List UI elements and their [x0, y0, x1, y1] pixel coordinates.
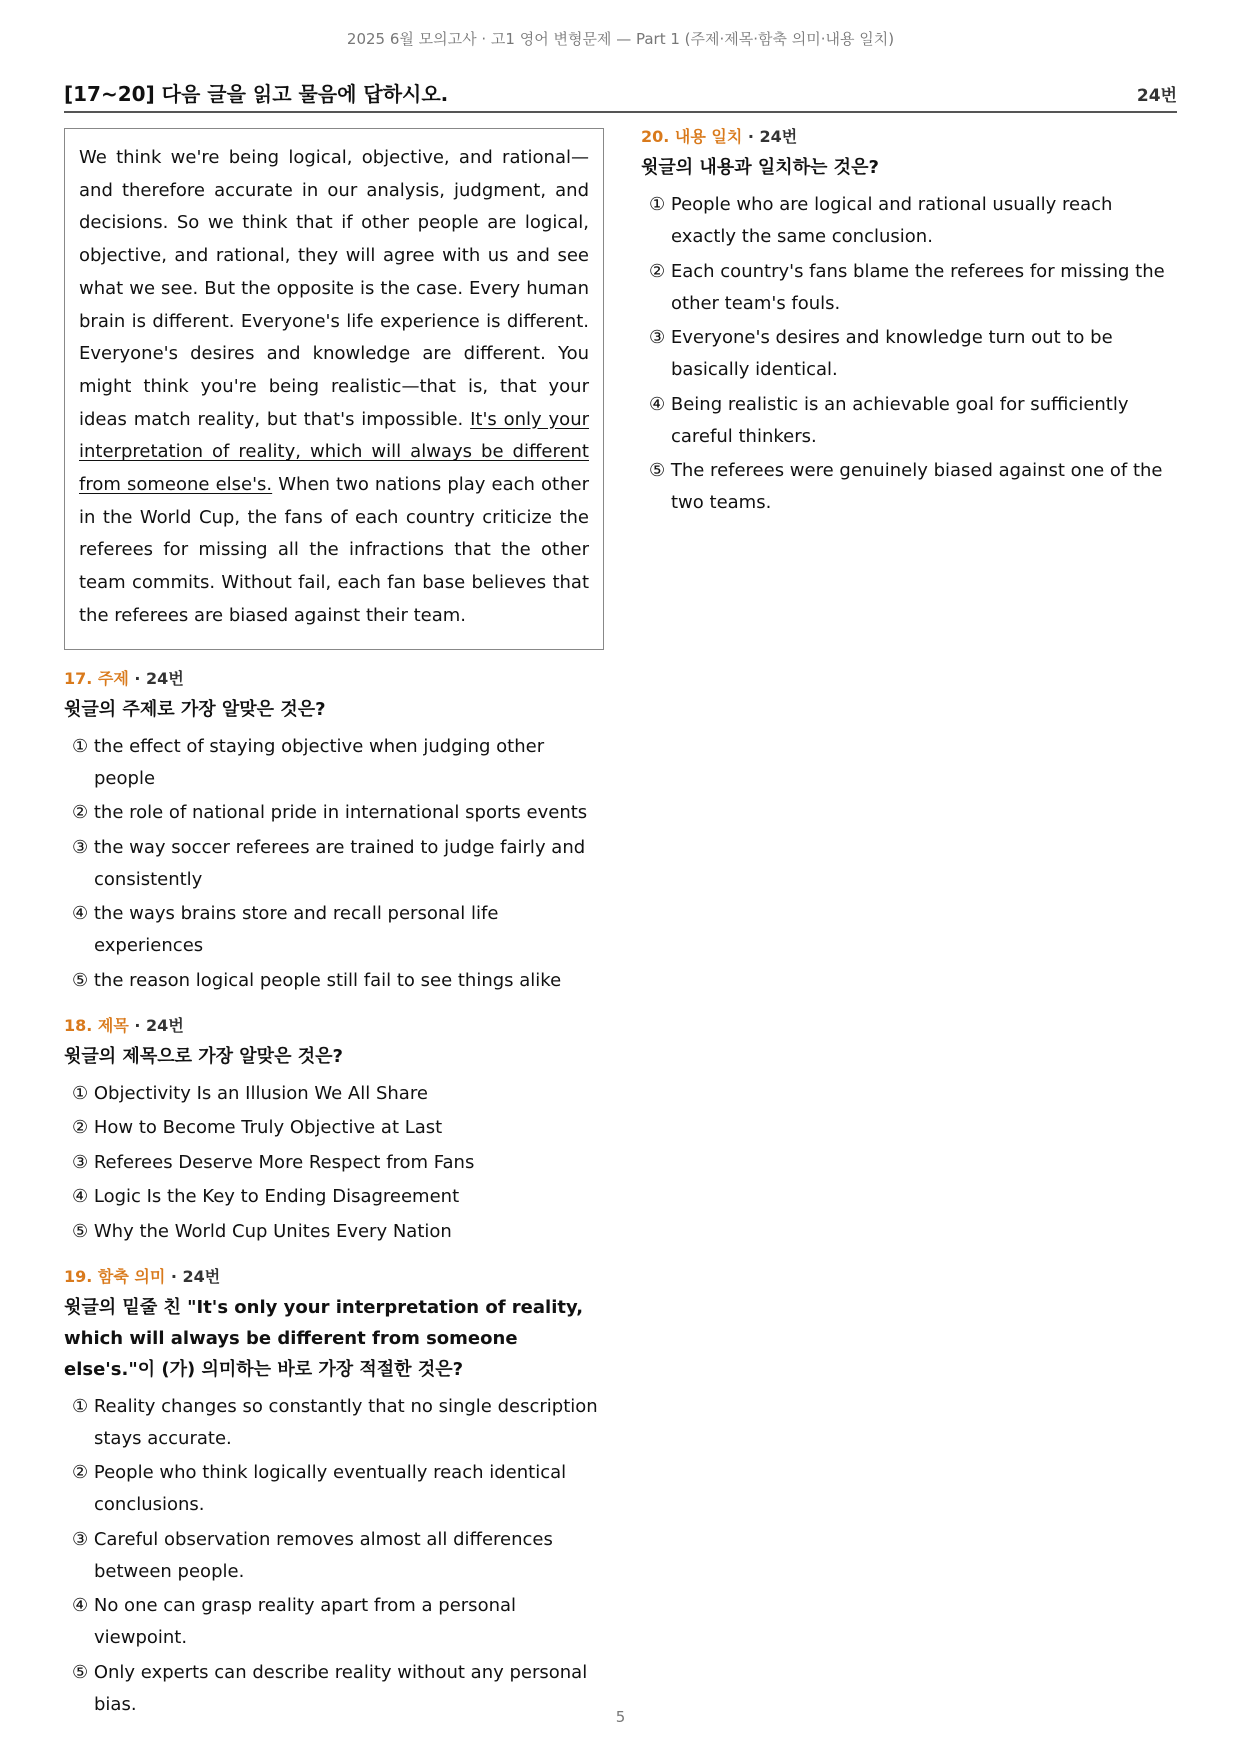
question-ref: 24번 [146, 1015, 184, 1035]
question-19 [64, 1266, 604, 1721]
reading-passage [64, 128, 604, 650]
question-18 [64, 1015, 604, 1248]
answer-option[interactable]: ④ Being realistic is an achievable goal for sufficiently careful thinkers. [649, 393, 1129, 447]
question-tag [64, 1015, 604, 1037]
question-tag [641, 126, 1181, 148]
question-ref: 24번 [182, 1266, 221, 1286]
answer-option[interactable]: ① the effect of staying objective when judging other people [72, 735, 545, 789]
tag-separator: · [128, 1015, 147, 1035]
underlined-sentence: It's only your interpretation of reality, which will always be different from someone else's. [79, 408, 589, 496]
question-stem: 윗글의 내용과 일치하는 것은? [641, 157, 879, 178]
tag-separator: · [128, 668, 147, 688]
question-type: 19. 함축 의미 [64, 1266, 166, 1286]
question-type: 20. 내용 일치 [641, 127, 743, 146]
section-header [64, 76, 1177, 113]
option-list [64, 1391, 604, 1721]
question-tag [64, 1266, 604, 1288]
answer-option[interactable]: ① Objectivity Is an Illusion We All Share [72, 1082, 428, 1104]
answer-option[interactable]: ③ Referees Deserve More Respect from Fans [72, 1151, 475, 1173]
right-column [641, 126, 1181, 519]
section-title: [17~20] 다음 글을 읽고 물음에 답하시오. [64, 82, 449, 106]
page-number: 5 [615, 1708, 626, 1726]
answer-option[interactable]: ⑤ Only experts can describe reality without any personal bias. [72, 1661, 588, 1715]
question-ref: 24번 [146, 668, 184, 688]
answer-option[interactable]: ③ Careful observation removes almost all differences between people. [72, 1528, 553, 1582]
question-type: 17. 주제 [64, 668, 129, 688]
tag-separator: · [165, 1266, 183, 1286]
answer-option[interactable]: ② How to Become Truly Objective at Last [72, 1117, 443, 1139]
question-ref: 24번 [759, 127, 798, 146]
passage-text-after: When two nations play each other in the World Cup, the fans of each country criticize the referees for missing all the infractions that the other team commits. Without fail, each fan base believes that the referees are biased against their team. [79, 474, 589, 626]
answer-option[interactable]: ④ Logic Is the Key to Ending Disagreement [72, 1186, 460, 1208]
question-20 [641, 126, 1181, 519]
option-list [641, 189, 1181, 519]
question-17 [64, 668, 604, 997]
answer-option[interactable]: ④ No one can grasp reality apart from a personal viewpoint. [72, 1595, 517, 1649]
question-stem: 윗글의 밑줄 친 "It's only your interpretation of reality, which will always be different from someone else's."이 (가) 의미하는 바로 가장 적절한 것은? [64, 1296, 584, 1380]
answer-option[interactable]: ② Each country's fans blame the referees for missing the other team's fouls. [649, 260, 1165, 314]
answer-option[interactable]: ② People who think logically eventually reach identical conclusions. [72, 1462, 567, 1516]
running-head: 2025 6월 모의고사 · 고1 영어 변형문제 — Part 1 (주제·제목·함축 의미·내용 일치) [346, 30, 895, 48]
answer-option[interactable]: ③ Everyone's desires and knowledge turn out to be basically identical. [649, 327, 1113, 380]
answer-option[interactable]: ⑤ The referees were genuinely biased against one of the two teams. [649, 460, 1163, 513]
left-column [64, 128, 604, 1721]
passage-text-before: We think we're being logical, objective, and rational—and therefore accurate in our analysis, judgment, and decisions. So we think that if other people are logical, objective, and rational, they will agree with us and see what we see. But the opposite is the case. Every human brain is different. Everyone's life experience is different. Everyone's desires and knowledge are different. You might think you're being realistic—that is, that your ideas match reality, but that's impossible. [79, 147, 589, 430]
answer-option[interactable]: ③ the way soccer referees are trained to judge fairly and consistently [72, 836, 586, 890]
answer-option[interactable]: ⑤ Why the World Cup Unites Every Nation [72, 1220, 452, 1242]
tag-separator: · [742, 127, 760, 146]
question-stem: 윗글의 제목으로 가장 알맞은 것은? [64, 1045, 343, 1067]
answer-option[interactable]: ① Reality changes so constantly that no single description stays accurate. [72, 1395, 598, 1449]
answer-option[interactable]: ① People who are logical and rational usually reach exactly the same conclusion. [649, 194, 1113, 247]
section-number: 24번 [1136, 86, 1177, 106]
answer-option[interactable]: ② the role of national pride in international sports events [72, 802, 588, 824]
option-list [64, 731, 604, 997]
question-stem: 윗글의 주제로 가장 알맞은 것은? [64, 698, 326, 720]
question-type: 18. 제목 [64, 1015, 129, 1035]
answer-option[interactable]: ④ the ways brains store and recall personal life experiences [72, 903, 499, 957]
option-list [64, 1078, 604, 1248]
answer-option[interactable]: ⑤ the reason logical people still fail to see things alike [72, 969, 562, 991]
question-tag [64, 668, 604, 690]
